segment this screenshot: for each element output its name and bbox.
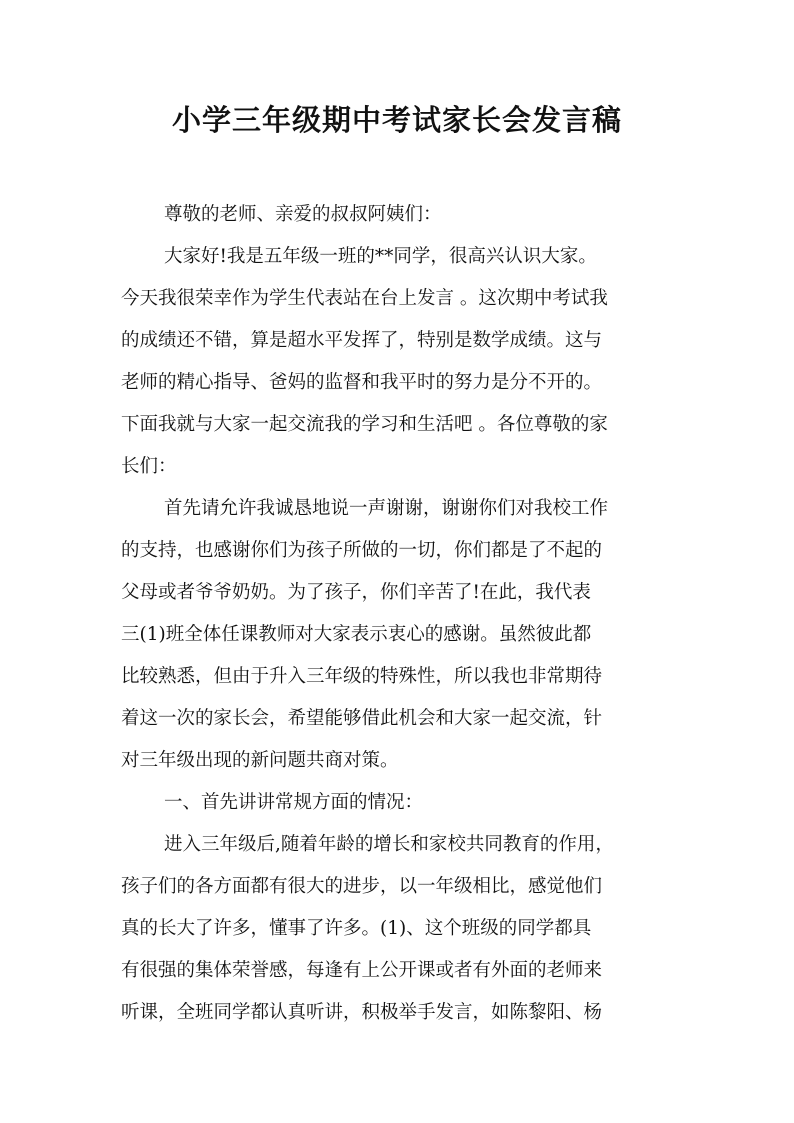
- text-line: 首先请允许我诚恳地说一声谢谢，谢谢你们对我校工作: [164, 498, 609, 519]
- text-line: 进入三年级后,随着年龄的增长和家校共同教育的作用，: [164, 834, 614, 855]
- text-line: 着这一次的家长会，希望能够借此机会和大家一起交流，针: [121, 708, 603, 729]
- document-title: 小学三年级期中考试家长会发言稿: [171, 103, 622, 137]
- text-line: 三(1)班全体任课教师对大家表示衷心的感谢。虽然彼此都: [121, 624, 592, 645]
- text-line: 孩子们的各方面都有很大的进步，以一年级相比，感觉他们: [121, 876, 603, 897]
- text-line: 的支持，也感谢你们为孩子所做的一切，你们都是了不起的: [121, 540, 603, 561]
- text-line: 父母或者爷爷奶奶。为了孩子，你们辛苦了!在此，我代表: [121, 582, 591, 603]
- text-line: 的成绩还不错，算是超水平发挥了，特别是数学成绩。这与: [121, 330, 603, 351]
- text-line: 尊敬的老师、亲爱的叔叔阿姨们：: [164, 204, 442, 225]
- text-line: 老师的精心指导、爸妈的监督和我平时的努力是分不开的。: [121, 372, 603, 393]
- text-line: 长们：: [121, 456, 177, 477]
- text-line: 今天我很荣幸作为学生代表站在台上发言 。这次期中考试我: [121, 288, 608, 309]
- text-line: 有很强的集体荣誉感，每逢有上公开课或者有外面的老师来: [121, 960, 603, 981]
- text-line: 对三年级出现的新问题共商对策。: [121, 750, 399, 771]
- document-body: [121, 194, 681, 1034]
- text-line: 大家好!我是五年级一班的**同学，很高兴认识大家。: [164, 246, 597, 267]
- text-line: 真的长大了许多，懂事了许多。(1)、这个班级的同学都具: [121, 918, 592, 939]
- text-line: 一、首先讲讲常规方面的情况：: [164, 792, 424, 813]
- text-line: 听课，全班同学都认真听讲，积极举手发言，如陈黎阳、杨: [121, 1002, 603, 1023]
- text-line: 比较熟悉，但由于升入三年级的特殊性，所以我也非常期待: [121, 666, 603, 687]
- text-line: 下面我就与大家一起交流我的学习和生活吧 。各位尊敬的家: [121, 414, 608, 435]
